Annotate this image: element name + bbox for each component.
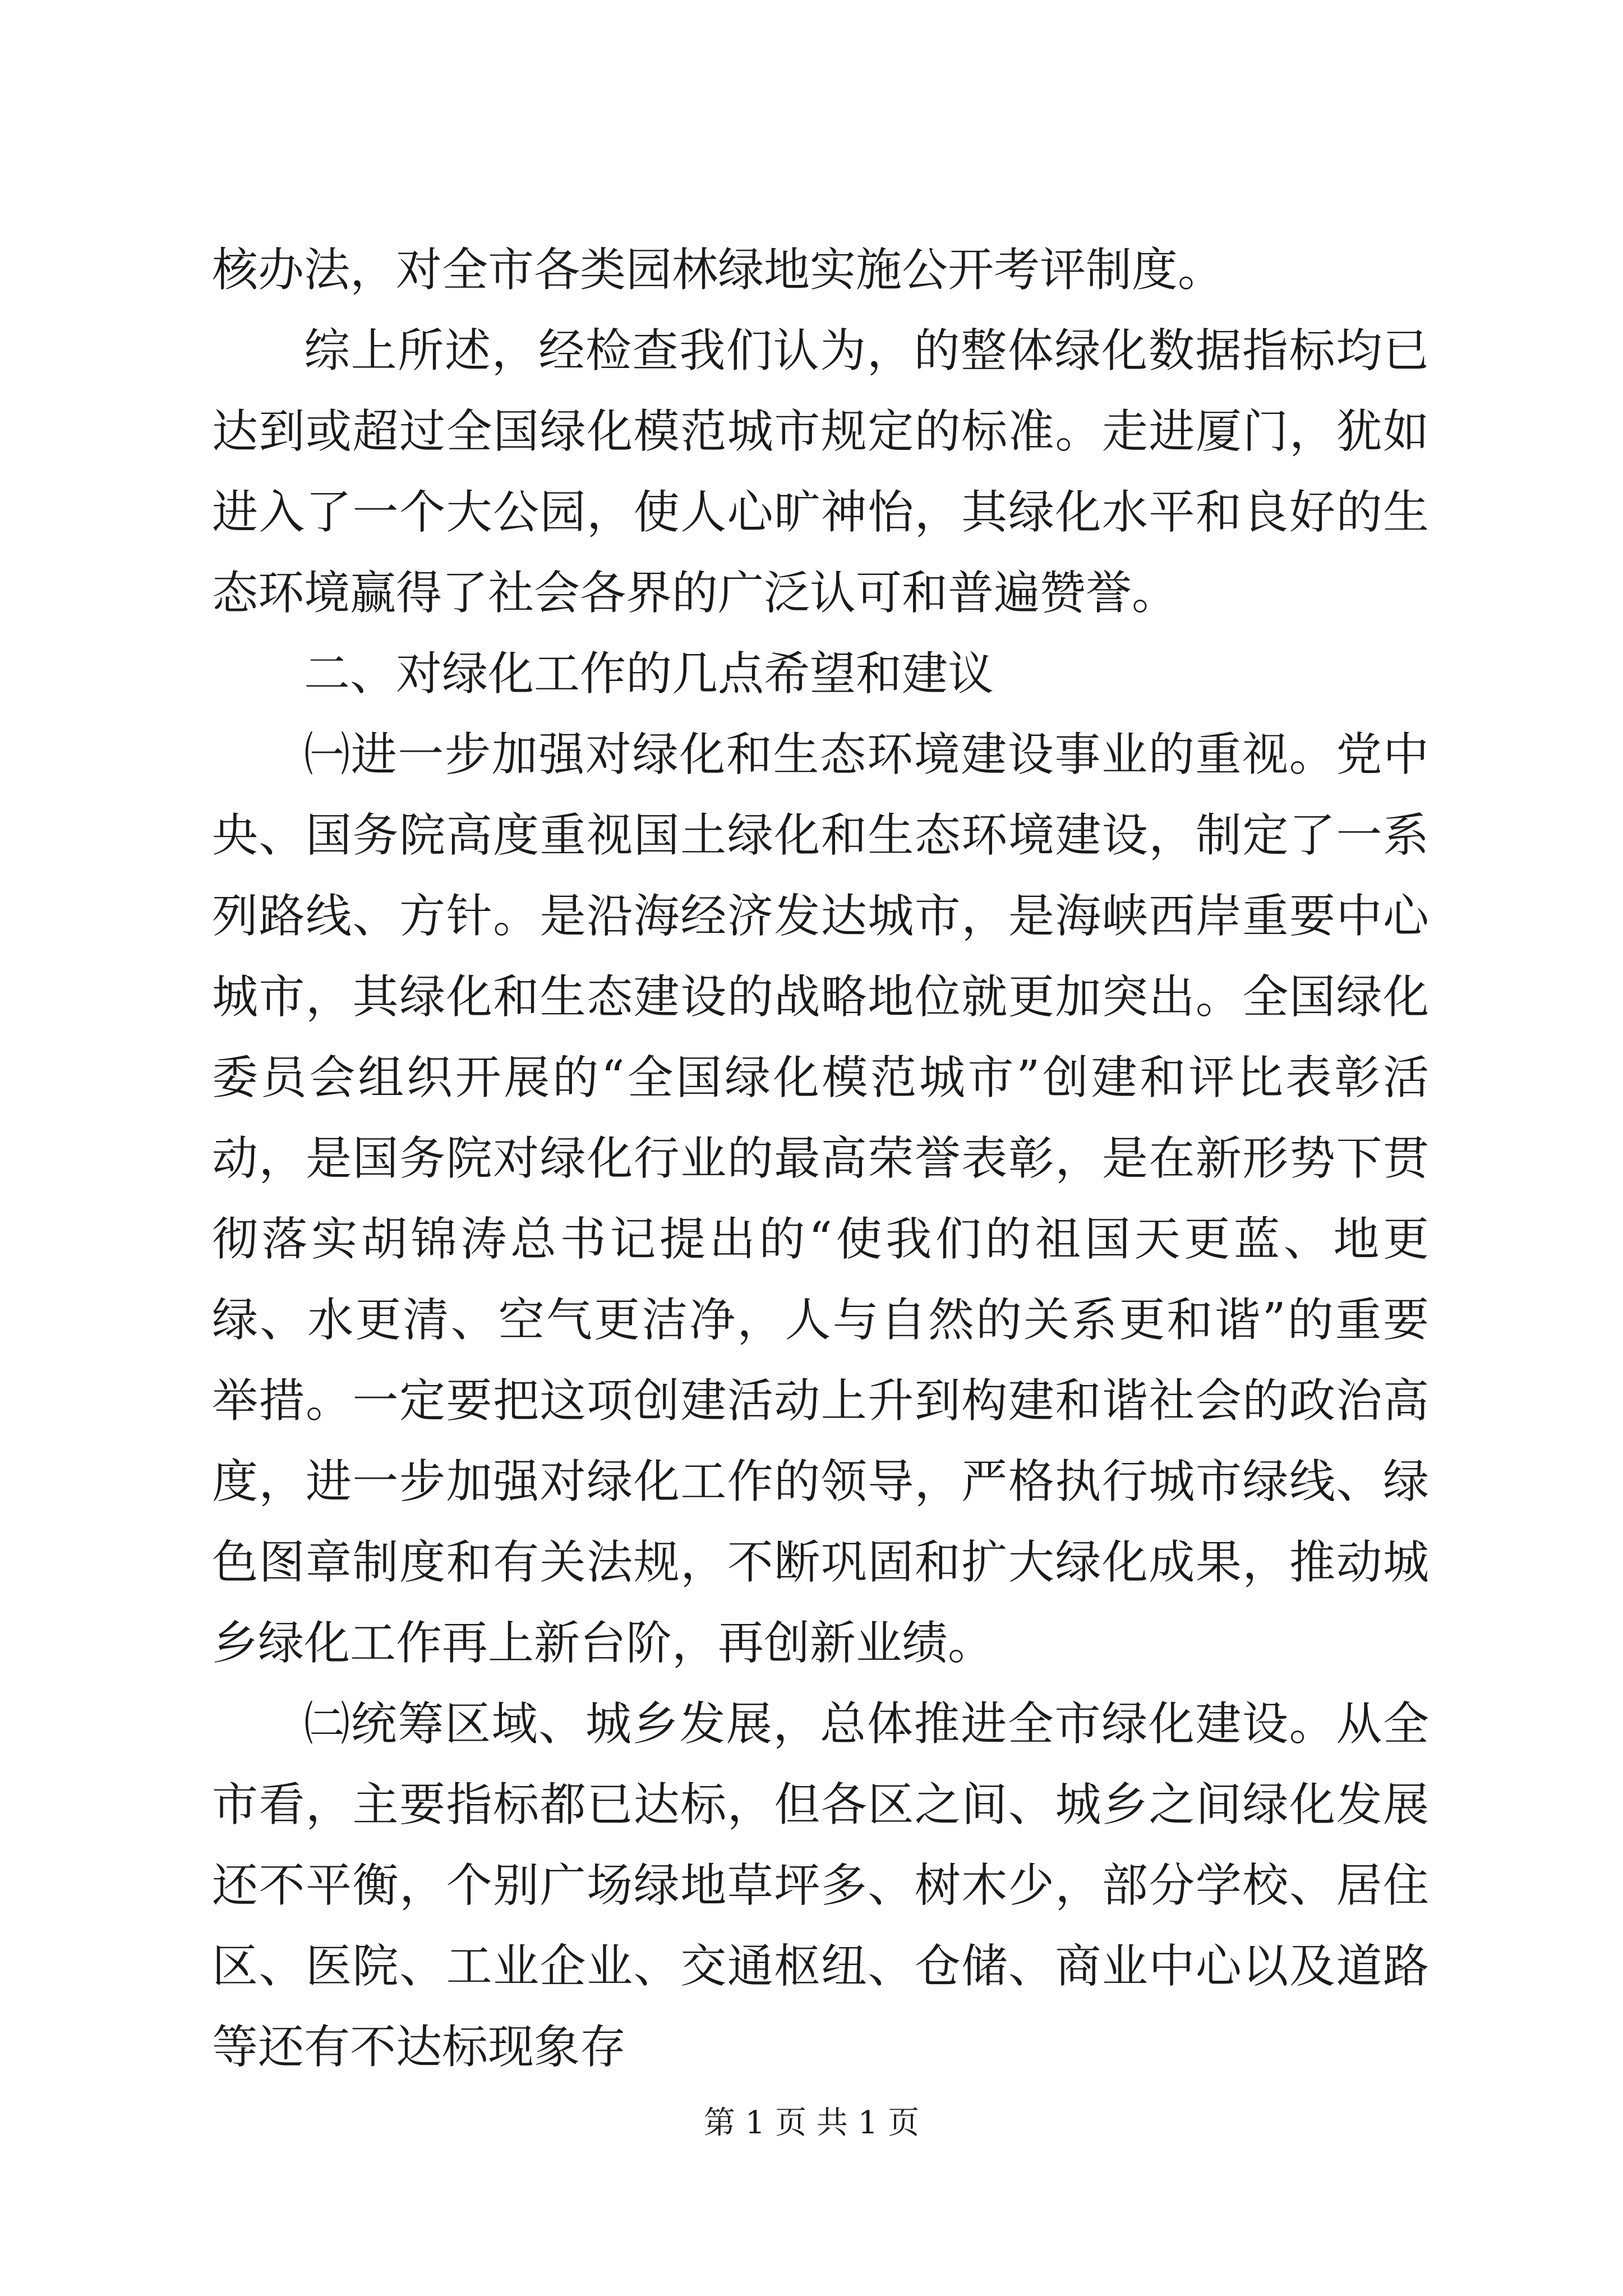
paragraph-continuation: 核办法，对全市各类园林绿地实施公开考评制度。 — [212, 243, 1224, 297]
document-body — [212, 230, 1429, 2088]
page-footer: 第 1 页 共 1 页 — [703, 2105, 920, 2141]
paragraph-item-2: ㈡统筹区域、城乡发展，总体推进全市绿化建设。从全市看，主要指标都已达标，但各区之间、城乡之间绿化发展还不平衡，个别广场绿地草坪多、树木少，部分学校、居住区、医院、工业企业、交通枢纽、仓储、商业中心以及道路等还有不达标现象存 — [212, 1697, 1429, 2074]
section-heading: 二、对绿化工作的几点希望和建议 — [304, 647, 994, 701]
paragraph-item-1: ㈠进一步加强对绿化和生态环境建设事业的重视。党中央、国务院高度重视国土绿化和生态环境建设，制定了一系列路线、方针。是沿海经济发达城市，是海峡西岸重要中心城市，其绿化和生态建设的战略地位就更加突出。全国绿化委员会组织开展的“全国绿化模范城市”创建和评比表彰活动，是国务院对绿化行业的最高荣誉表彰，是在新形势下贯彻落实胡锦涛总书记提出的“使我们的祖国天更蓝、地更绿、水更清、空气更洁净，人与自然的关系更和谐”的重要举措。一定要把这项创建活动上升到构建和谐社会的政治高度，进一步加强对绿化工作的领导，严格执行城市绿线、绿色图章制度和有关法规，不断巩固和扩大绿化成果，推动城乡绿化工作再上新台阶，再创新业绩。 — [212, 728, 1429, 1670]
paragraph-summary: 综上所述，经检查我们认为，的整体绿化数据指标均已达到或超过全国绿化模范城市规定的标准。走进厦门，犹如进入了一个大公园，使人心旷神怡，其绿化水平和良好的生态环境赢得了社会各界的广泛认可和普遍赞誉。 — [212, 324, 1429, 620]
